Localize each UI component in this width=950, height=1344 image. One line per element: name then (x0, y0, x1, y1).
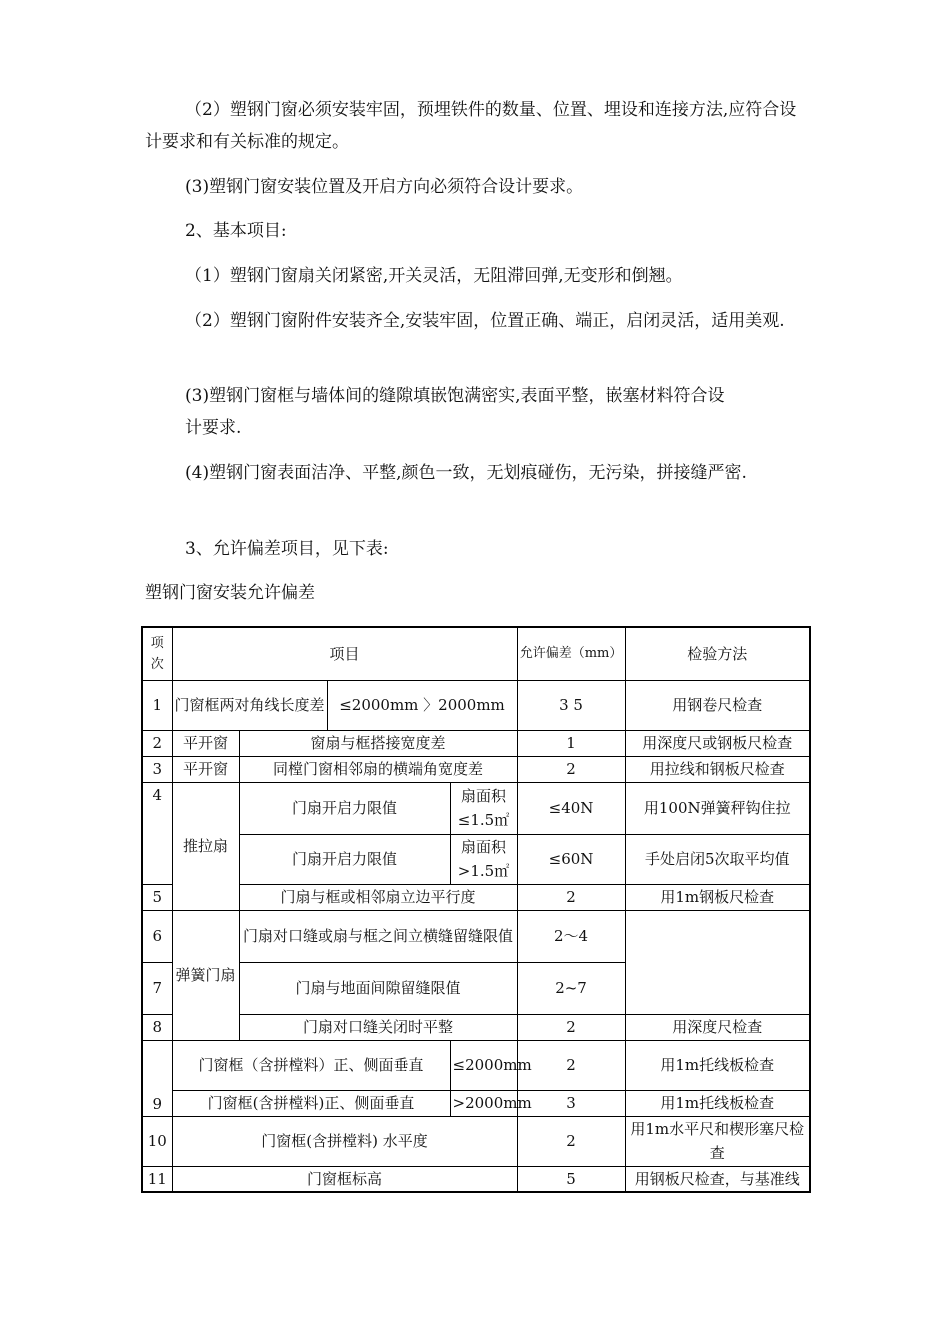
tolerance-value: 2 (517, 884, 625, 910)
row-number: 7 (142, 962, 172, 1014)
tolerance-value: 2 (517, 1040, 625, 1090)
row-number: 4 (142, 782, 172, 884)
header-item: 项目 (172, 627, 517, 680)
item-cell: 门扇与地面间隙留缝限值 (239, 962, 517, 1014)
table-header-row (142, 627, 810, 680)
tolerance-value: ≤40N (517, 782, 625, 834)
tolerance-value: ≤60N (517, 834, 625, 884)
table-row (142, 1166, 810, 1192)
category-cell: 推拉扇 (172, 782, 239, 910)
row-number: 9 (142, 1040, 172, 1116)
method-cell: 用1m水平尺和楔形塞尺检查 (625, 1116, 810, 1166)
table-row (142, 1040, 810, 1090)
item-cell: 门窗框(含拼樘料) 水平度 (172, 1116, 517, 1166)
sub-condition: 扇面积≤1.5㎡ (450, 782, 517, 834)
tolerance-value: 3 (517, 1090, 625, 1116)
item-cell: 门扇开启力限值 (239, 782, 450, 834)
method-cell: 用1m托线板检查 (625, 1040, 810, 1090)
item-cell: 门扇与框或相邻扇立边平行度 (239, 884, 517, 910)
table-row (142, 782, 810, 834)
tolerance-value: 2 (517, 1116, 625, 1166)
method-cell-empty (625, 910, 810, 1014)
paragraph-2: (3)塑钢门窗安装位置及开启方向必须符合设计要求。 (185, 177, 584, 197)
tolerance-value: 3 5 (517, 680, 625, 730)
method-cell: 用钢卷尺检查 (625, 680, 810, 730)
item-cell: 同樘门窗相邻扇的横端角宽度差 (239, 756, 517, 782)
table-row (142, 680, 810, 730)
method-cell: 用1m钢板尺检查 (625, 884, 810, 910)
row-number: 8 (142, 1014, 172, 1040)
paragraph-4: （1）塑钢门窗扇关闭紧密,开关灵活，无阻滞回弹,无变形和倒翘。 (185, 266, 683, 286)
row-number: 5 (142, 884, 172, 910)
method-cell: 用钢板尺检查，与基准线 (625, 1166, 810, 1192)
paragraph-1: （2）塑钢门窗必须安装牢固，预埋铁件的数量、位置、埋设和连接方法,应符合设计要求和有关标准的规定。 (145, 100, 797, 152)
paragraph-8: 3、允许偏差项目，见下表: (185, 539, 389, 559)
category-cell: 弹簧门扇 (172, 910, 239, 1040)
table-row (142, 884, 810, 910)
tolerance-value: 2～4 (517, 910, 625, 962)
table-row (142, 834, 810, 884)
item-cell: 门窗框（含拼樘料）正、侧面垂直 (172, 1040, 450, 1090)
method-cell: 用100N弹簧秤钩住拉 (625, 782, 810, 834)
method-cell: 手处启闭5次取平均值 (625, 834, 810, 884)
row-number: 11 (142, 1166, 172, 1192)
header-no: 项次 (142, 627, 172, 680)
table-row (142, 1090, 810, 1116)
item-cell: 门扇对口缝关闭时平整 (239, 1014, 517, 1040)
paragraph-6a: (3)塑钢门窗框与墙体间的缝隙填嵌饱满密实,表面平整，嵌塞材料符合设 (185, 386, 725, 406)
paragraph-3: 2、基本项目: (185, 221, 287, 241)
paragraph-5: （2）塑钢门窗附件安装齐全,安装牢固，位置正确、端正，启闭灵活，适用美观. (185, 311, 785, 331)
row-number: 2 (142, 730, 172, 756)
row-number: 6 (142, 910, 172, 962)
table-caption: 塑钢门窗安装允许偏差 (145, 583, 315, 603)
item-cell: 门扇开启力限值 (239, 834, 450, 884)
item-cell: 门窗框(含拼樘料)正、侧面垂直 (172, 1090, 450, 1116)
sub-condition: 扇面积>1.5㎡ (450, 834, 517, 884)
row-number: 10 (142, 1116, 172, 1166)
table-row (142, 1014, 810, 1040)
table-row (142, 730, 810, 756)
sub-condition: >2000mm (450, 1090, 517, 1116)
item-cell: 门扇对口缝或扇与框之间立横缝留缝限值 (239, 910, 517, 962)
tolerance-value: 2 (517, 1014, 625, 1040)
table-row (142, 910, 810, 962)
item-cell: 门窗框标高 (172, 1166, 517, 1192)
tolerance-value: 5 (517, 1166, 625, 1192)
category-cell: 平开窗 (172, 756, 239, 782)
table-row (142, 1116, 810, 1166)
tolerance-value: 2~7 (517, 962, 625, 1014)
paragraph-7: (4)塑钢门窗表面洁净、平整,颜色一致，无划痕碰伤，无污染，拼接缝严密. (185, 463, 747, 483)
paragraph-6b: 计要求. (185, 418, 242, 438)
method-cell: 用1m托线板检查 (625, 1090, 810, 1116)
method-cell: 用深度尺或钢板尺检查 (625, 730, 810, 756)
tolerance-value: 1 (517, 730, 625, 756)
item-cell: 窗扇与框搭接宽度差 (239, 730, 517, 756)
tolerance-value: 2 (517, 756, 625, 782)
row-number: 1 (142, 680, 172, 730)
method-cell: 用深度尺检查 (625, 1014, 810, 1040)
row-number: 3 (142, 756, 172, 782)
method-cell: 用拉线和钢板尺检查 (625, 756, 810, 782)
header-tolerance: 允许偏差（mm） (517, 627, 625, 680)
table-row (142, 756, 810, 782)
sub-condition: ≤2000mm (450, 1040, 517, 1090)
category-cell: 平开窗 (172, 730, 239, 756)
item-cell: 门窗框两对角线长度差 (172, 680, 327, 730)
header-method: 检验方法 (625, 627, 810, 680)
sub-condition: ≤2000mm 〉2000mm (327, 680, 517, 730)
tolerance-table (141, 626, 811, 1193)
